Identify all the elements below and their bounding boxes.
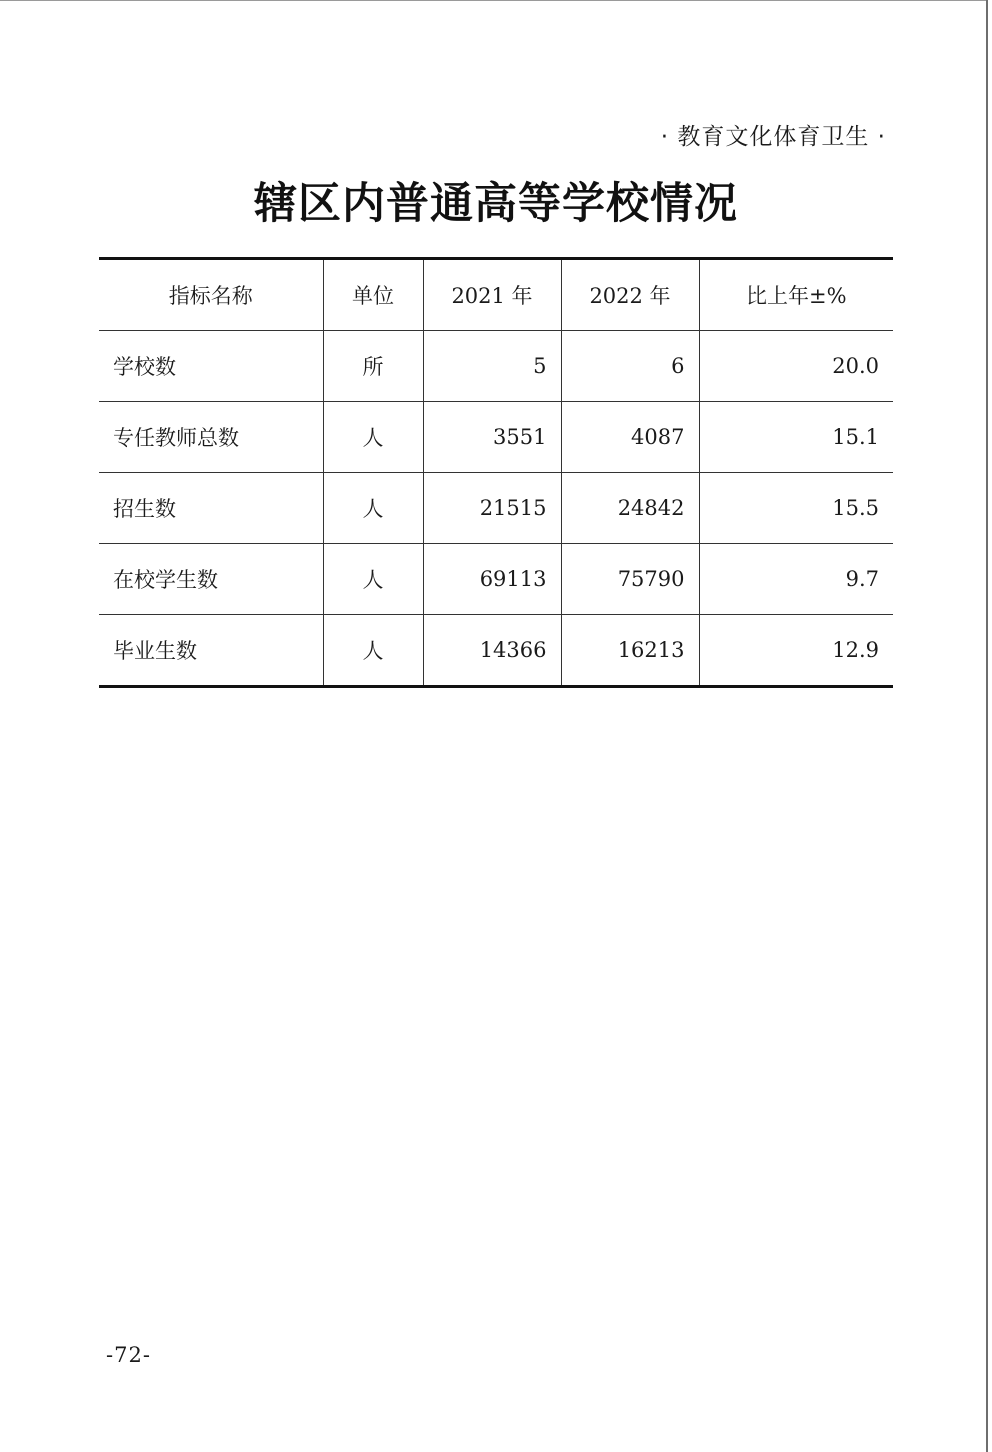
unit-cell: 人 — [323, 544, 423, 615]
change-percent-cell: 12.9 — [699, 615, 893, 687]
value-2021-cell: 14366 — [423, 615, 561, 687]
value-2021-cell: 69113 — [423, 544, 561, 615]
value-2022-cell: 4087 — [561, 402, 699, 473]
header-unit: 单位 — [323, 259, 423, 331]
table-row — [99, 331, 893, 402]
page-title: 辖区内普通高等学校情况 — [254, 179, 738, 229]
value-2022-cell: 24842 — [561, 473, 699, 544]
indicator-name-cell: 专任教师总数 — [99, 402, 323, 473]
value-2022-cell: 6 — [561, 331, 699, 402]
table-row — [99, 615, 893, 687]
change-percent-cell: 15.5 — [699, 473, 893, 544]
indicator-name-cell: 招生数 — [99, 473, 323, 544]
value-2022-cell: 75790 — [561, 544, 699, 615]
indicator-name-cell: 毕业生数 — [113, 639, 197, 663]
value-2021-cell: 5 — [423, 331, 561, 402]
section-header: · 教育文化体育卫生 · — [660, 124, 886, 150]
table-row — [99, 402, 893, 473]
header-change-percent: 比上年±% — [699, 259, 893, 331]
change-percent-cell: 15.1 — [699, 402, 893, 473]
value-2022-cell: 16213 — [561, 615, 699, 687]
statistics-table — [99, 257, 893, 688]
change-percent-cell: 20.0 — [699, 331, 893, 402]
unit-cell: 人 — [323, 615, 423, 687]
header-year-2022: 2022 年 — [561, 259, 699, 331]
indicator-name-cell: 学校数 — [99, 331, 323, 402]
page-edge-top — [0, 0, 986, 1]
change-percent-cell: 9.7 — [699, 544, 893, 615]
table-row — [99, 473, 893, 544]
value-2021-cell: 3551 — [423, 402, 561, 473]
header-year-2021: 2021 年 — [423, 259, 561, 331]
table-header-row — [99, 259, 893, 331]
header-indicator-name: 指标名称 — [99, 259, 323, 331]
page-number: -72- — [106, 1343, 151, 1367]
unit-cell: 所 — [323, 331, 423, 402]
unit-cell: 人 — [323, 402, 423, 473]
indicator-name-cell: 在校学生数 — [99, 544, 323, 615]
value-2021-cell: 21515 — [423, 473, 561, 544]
table-row — [99, 544, 893, 615]
unit-cell: 人 — [323, 473, 423, 544]
